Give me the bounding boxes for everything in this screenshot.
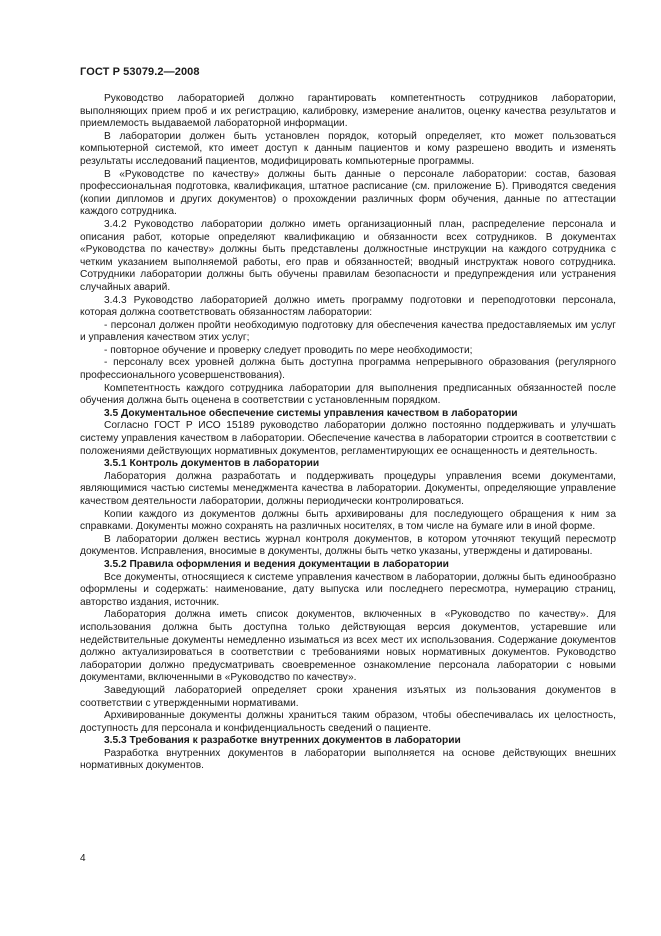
paragraph: Согласно ГОСТ Р ИСО 15189 руководство лаборатории должно постоянно поддерживать и улучшать систему управления качеством в лаборатории. Обеспечение качества в лаборатории строится в соответствии с положениями действующих нормативных документов, регламентирующих ее оснащенность и деятельность. <box>80 420 616 457</box>
paragraph: Все документы, относящиеся к системе управления качеством в лаборатории, должны быть единообразно оформлены и содержать: наименование, дату выпуска или последнего пересмотра, нумерацию страниц, авторство издания, источник. <box>80 571 616 608</box>
paragraph: Архивированные документы должны храниться таким образом, чтобы обеспечивалась их целостность, доступность для персонала и конфиденциальность сведений о пациенте. <box>80 710 616 734</box>
paragraph: 3.4.3 Руководство лабораторией должно иметь программу подготовки и переподготовки персонала, которая должна соответствовать обязанностям лаборатории: <box>80 294 616 319</box>
paragraph: Лаборатория должна иметь список документов, включенных в «Руководство по качеству». Для использования должна быть доступна только действующая версия документов, устаревшие или недействительные документы немедленно изыматься из всех мест их использования. Содержание документов должно актуализироваться в соответствии с требованиями новых нормативных документов. Руководство лаборатории должно предусматривать своевременное ознакомление персонала лаборатории с новыми документами, включенными в «Руководство по качеству». <box>80 609 616 684</box>
list-item: - персонал должен пройти необходимую подготовку для обеспечения качества предоставляемых им услуг и управления качеством этих услуг; <box>80 319 616 344</box>
document-body <box>80 93 616 773</box>
paragraph: Копии каждого из документов должны быть архивированы для последующего обращения к ним за справками. Документы можно сохранять на различных носителях, в том числе на бумаге или в иной форме. <box>80 508 616 533</box>
paragraph: Компетентность каждого сотрудника лаборатории для выполнения предписанных обязанностей после обучения должна быть оценена в соответствии с установленным порядком. <box>80 382 616 407</box>
section-heading: 3.5 Документальное обеспечение системы управления качеством в лаборатории <box>104 407 518 419</box>
document-header: ГОСТ Р 53079.2—2008 <box>80 66 200 78</box>
paragraph: Руководство лабораторией должно гарантировать компетентность сотрудников лаборатории, выполняющих прием проб и их регистрацию, калибровку, измерение аналитов, оценку качества результатов и приемлемость выдаваемой лабораторной информации. <box>80 93 616 130</box>
section-heading: 3.5.3 Требования к разработке внутренних документов в лаборатории <box>104 735 461 747</box>
list-item: - повторное обучение и проверку следует проводить по мере необходимости; <box>104 344 473 356</box>
section-heading: 3.5.2 Правила оформления и ведения документации в лаборатории <box>104 558 449 570</box>
section-heading: 3.5.1 Контроль документов в лаборатории <box>104 458 320 470</box>
paragraph: В лаборатории должен быть установлен порядок, который определяет, кто может пользоваться компьютерной системой, кто имеет доступ к данным пациентов и кому разрешено вводить и изменять результаты исследований пациентов, модифицировать компьютерные программы. <box>80 130 616 167</box>
paragraph: Разработка внутренних документов в лаборатории выполняется на основе действующих внешних нормативных документов. <box>80 747 616 772</box>
paragraph: В «Руководстве по качеству» должны быть данные о персонале лаборатории: состав, базовая профессиональная подготовка, квалификация, штатное расписание (см. приложение Б). Приводятся сведения (копии дипломов и других документов) о прохождении различных форм обучения, данные по аттестации каждого сотрудника. <box>80 168 616 218</box>
page-number: 4 <box>80 853 86 864</box>
paragraph: В лаборатории должен вестись журнал контроля документов, в котором уточняют текущий пересмотр документов. Исправления, вносимые в документы, должны быть четко указаны, утверждены и датированы. <box>80 533 616 558</box>
list-item: - персоналу всех уровней должна быть доступна программа непрерывного образования (регулярного профессионального усовершенствования). <box>80 357 616 382</box>
paragraph: Лаборатория должна разработать и поддерживать процедуры управления всеми документами, являющимися частью системы менеджмента качества в лаборатории. Документы, определяющие управление качеством деятельности лаборатории, должны периодически контролироваться. <box>80 470 616 507</box>
paragraph: Заведующий лабораторией определяет сроки хранения изъятых из пользования документов в соответствии с утвержденными нормативами. <box>80 684 616 709</box>
paragraph: 3.4.2 Руководство лаборатории должно иметь организационный план, распределение персонала и описания работ, которые определяют квалификацию и обязанности всех сотрудников. В документах «Руководства по качеству» должны быть представлены должностные инструкции на каждого сотрудника с четким указанием выполняемой работы, его прав и обязанностей; вводный инструктаж нового сотрудника. Сотрудники лаборатории должны быть обучены правилам безопасности и предупреждения или устранения случайных аварий. <box>80 218 616 293</box>
